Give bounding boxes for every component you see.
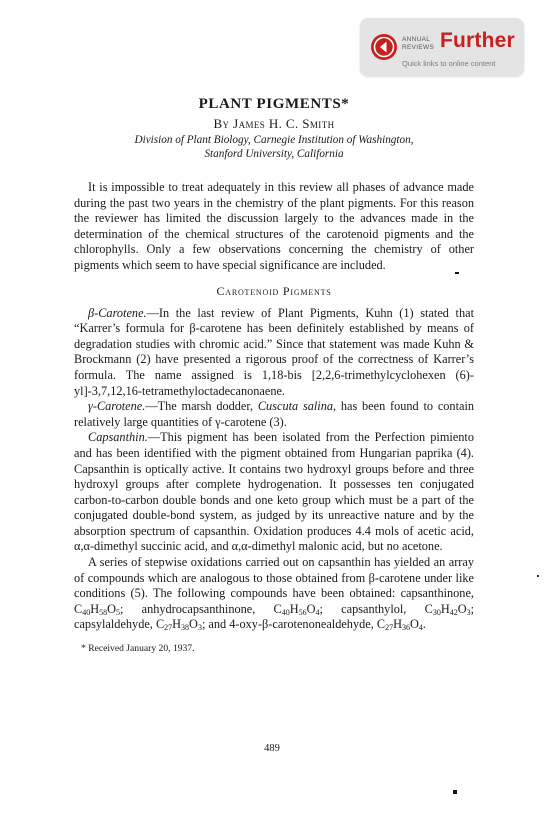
- corner-mark: [453, 790, 457, 794]
- beta-carotene-paragraph: [74, 306, 474, 400]
- formula-capsylaldehyde: $C_{27}H_{38}O_3$: [155, 617, 202, 633]
- affiliation-line-2: Stanford University, California: [204, 148, 344, 160]
- page-number: 489: [264, 743, 280, 754]
- formula-capsanthinone: $C_{40}H_{58}O_5$: [74, 601, 120, 617]
- article-body: [74, 95, 474, 655]
- capsanthin-label: Capsanthin.: [88, 430, 148, 445]
- beta-carotene-text: —In the last review of Plant Pigments, Kuhn (1) stated that “Karrer’s formula for β-carotene has been definitely established by means of degradation studies with chromic acid.” Since that statement was made Kuhn & Brockmann (2) have presented a rigorous proof of the correctness of Karrer’s formula. The name assigned is 1,18-bis [2,2,6-trimethylcyclohexen (6)-yl]-3,7,12,16-tetramethyloctadecanonaene.: [74, 305, 474, 398]
- article-title: PLANT PIGMENTS*: [198, 96, 350, 112]
- formula-carotenonealdehyde: $C_{27}H_{36}O_4$: [376, 617, 423, 633]
- further-label: Further: [440, 29, 515, 52]
- further-badge[interactable]: [360, 18, 524, 76]
- author-byline: By James H. C. Smith: [213, 116, 335, 131]
- gamma-carotene-paragraph: γ-Carotene.—The marsh dodder, Cuscuta salina, has been found to contain relatively large quantities of γ-carotene (3).: [74, 399, 475, 429]
- beta-carotene-label: β-Carotene.: [88, 305, 147, 320]
- capsanthin-text: —This pigment has been isolated from the Perfection pimiento and has been identified with the pigment obtained from Hungarian paprika (4). Capsanthin is optically active. It contains two hydroxyl groups before and three hydroxyl groups after complete hydrogenation. It possesses ten conjugated carbon-to-carbon double bonds and one keto group which must be a part of the conjugated double-bond system, as judged by its unreactive nature and by the absorption spectrum of capsanthin. Oxidation produces 4.4 mols of acetic acid, α,α-dimethyl succinic acid, and α,α-dimethyl malonic acid, but no acetone.: [74, 430, 474, 554]
- stray-dot: [537, 575, 539, 577]
- oxidations-paragraph: A series of stepwise oxidations carried out on capsanthin has yielded an array of compounds which are analogous to those obtained from β-carotene under like conditions (5). The following compounds have been obtained: capsanthinone, $C_{40}H_{58}O_5$; anhydrocapsanthinone, $C_{40}H_{56}O_4$; capsanthylol, $C_{30}H_{42}O_3$; capsylaldehyde, $C_{27}H_{38}O_3$; and 4-oxy-β-carotenonealdehyde, $C_{27}H_{36}O_4$.: [74, 555, 475, 633]
- section-heading: Carotenoid Pigments: [216, 283, 332, 298]
- affiliation-line-1: Division of Plant Biology, Carnegie Institution of Washington,: [134, 134, 414, 146]
- gamma-carotene-label: γ-Carotene.: [88, 399, 146, 414]
- further-subtitle: Quick links to online content: [402, 59, 496, 68]
- back-arrow-circle-icon: [370, 33, 398, 61]
- formula-capsanthylol: $C_{30}H_{42}O_3$: [424, 601, 471, 617]
- capsanthin-paragraph: [74, 430, 474, 555]
- intro-paragraph: It is impossible to treat adequately in this review all phases of advance made during the past two years in the chemistry of the plant pigments. For this reason the reviewer has limited the discussion largely to the advances made in the determination of the chemical structures of the carotenoid pigments and the chlorophylls. Only a few observations concerning the chemistry of other pigments which seem to have special significance are included.: [74, 180, 474, 272]
- received-footnote: * Received January 20, 1937.: [81, 643, 195, 655]
- formula-anhydrocapsanthinone: $C_{40}H_{56}O_4$: [273, 601, 320, 617]
- species-name: Cuscuta salina: [257, 399, 334, 414]
- annual-reviews-wordmark: ANNUAL REVIEWS: [402, 36, 435, 51]
